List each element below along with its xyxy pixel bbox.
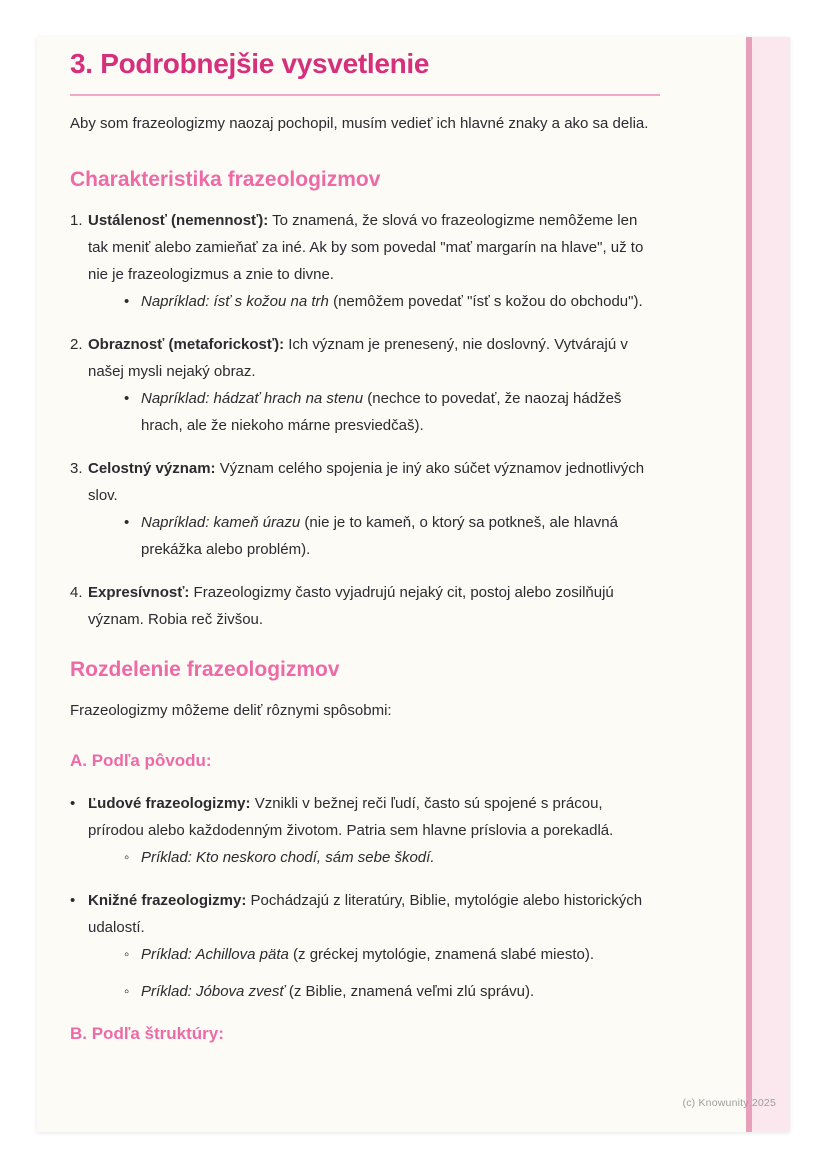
list-item [70,887,660,1005]
term-description: Frazeologizmy často vyjadrujú nejaký cit, postoj alebo zosilňujú význam. Robia reč živšou. [88,583,614,628]
list-number: 2. [70,335,83,353]
example-item [124,509,660,563]
list-item [70,455,660,563]
division-intro-paragraph: Frazeologizmy môžeme deliť rôznymi spôsobmi: [70,702,392,720]
disc-bullet-icon: • [70,892,76,910]
subsection-heading-by-structure: B. Podľa štruktúry: [70,1024,224,1044]
example-list [124,509,660,563]
list-number: 3. [70,459,83,477]
example-item [124,844,660,871]
example-list [124,385,660,439]
intro-paragraph: Aby som frazeologizmy naozaj pochopil, musím vedieť ich hlavné znaky a ako sa delia. [70,114,649,132]
term-label: Ustálenosť (nemennosť): [88,211,269,229]
example-item [124,941,660,968]
term-description: Ich význam je prenesený, nie doslovný. Vytvárajú v našej mysli nejaký obraz. [88,335,628,380]
disc-bullet-icon: • [124,292,130,310]
section-heading-division: Rozdelenie frazeologizmov [70,657,340,681]
example-item [124,385,660,439]
list-number: 1. [70,211,83,229]
term-label: Knižné frazeologizmy: [88,892,247,910]
term-label: Ľudové frazeologizmy: [88,795,251,813]
section-heading-characteristics: Charakteristika frazeologizmov [70,167,381,191]
example-item [124,978,660,1005]
example-phrase: Príklad: Achillova päta [141,946,289,964]
by-origin-list [70,790,660,1005]
circle-bullet-icon: ◦ [124,983,130,1001]
subsection-heading-by-origin: A. Podľa pôvodu: [70,751,212,771]
example-list [124,844,660,871]
list-item [70,579,660,633]
disc-bullet-icon: • [70,795,76,813]
disc-bullet-icon: • [124,513,130,531]
example-phrase: Napríklad: ísť s kožou na trh [141,292,329,310]
disc-bullet-icon: • [124,389,130,407]
example-list [124,288,660,315]
example-list [124,941,660,1005]
example-phrase: Napríklad: kameň úrazu [141,513,301,531]
term-label: Celostný význam: [88,459,216,477]
title-underline [70,94,660,96]
term-description: To znamená, že slová vo frazeologizme nemôžeme len tak meniť alebo zamieňať za iné. Ak by som povedal "mať margarín na hlave", už to nie je frazeologizmus a znie to divne. [88,211,644,283]
list-item [70,207,660,315]
document-page [37,37,790,1132]
term-description: Význam celého spojenia je iný ako súčet významov jednotlivých slov. [88,459,645,504]
page-title: 3. Podrobnejšie vysvetlenie [70,48,430,79]
circle-bullet-icon: ◦ [124,849,130,867]
page-content [37,47,790,1045]
list-item [70,790,660,871]
knowunity-copyright: (c) Knowunity 2025 [682,1097,776,1109]
list-number: 4. [70,583,83,601]
example-explanation: (nechce to povedať, že naozaj hádžeš hrach, ale že niekoho márne presviedčaš). [141,389,622,434]
example-phrase: Príklad: Kto neskoro chodí, sám sebe škodí. [141,849,435,867]
term-label: Obraznosť (metaforickosť): [88,335,285,353]
term-description: Pochádzajú z literatúry, Biblie, mytológie alebo historických udalostí. [88,892,643,937]
example-explanation: (nie je to kameň, o ktorý sa potkneš, ale hlavná prekážka alebo problém). [141,513,618,558]
example-explanation: (nemôžem povedať "ísť s kožou do obchodu"). [328,292,643,310]
example-item [124,288,660,315]
characteristics-list [70,207,660,633]
term-label: Expresívnosť: [88,583,190,601]
list-item [70,331,660,439]
circle-bullet-icon: ◦ [124,946,130,964]
term-description: Vznikli v bežnej reči ľudí, často sú spojené s prácou, prírodou alebo každodenným životom. Patria sem hlavne príslovia a porekadlá. [88,795,614,840]
example-explanation: (z gréckej mytológie, znamená slabé miesto). [288,946,594,964]
example-explanation: (z Biblie, znamená veľmi zlú správu). [284,983,535,1001]
example-phrase: Napríklad: hádzať hrach na stenu [141,389,364,407]
example-phrase: Príklad: Jóbova zvesť [141,983,285,1001]
